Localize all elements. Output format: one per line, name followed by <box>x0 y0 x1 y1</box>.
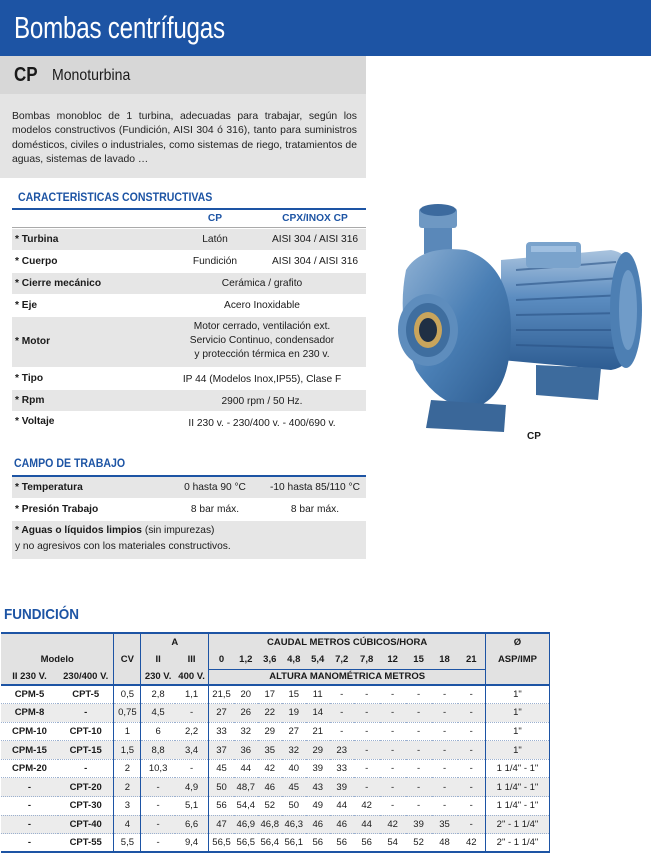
table-cell: 3,4 <box>175 741 209 760</box>
table-cell: - <box>380 722 406 741</box>
table-cell: 33 <box>330 759 354 778</box>
table-cell: - <box>406 685 432 704</box>
table-cell: 1 <box>114 722 141 741</box>
table-cell: - <box>141 834 175 853</box>
table-cell: 54,4 <box>234 797 258 816</box>
table-cell: - <box>432 778 458 797</box>
table-cell: CPM-15 <box>1 741 58 760</box>
table-cell: - <box>1 815 58 834</box>
table-cell: - <box>175 759 209 778</box>
spec-value: 2900 rpm / 50 Hz. <box>221 396 303 407</box>
col-cv-bottom <box>114 669 141 685</box>
model-name: Monoturbina <box>52 67 131 84</box>
spec-row-rpm <box>12 390 366 411</box>
spec-value: Cerámica / grafito <box>221 278 303 289</box>
table-cell: 0,75 <box>114 704 141 723</box>
table-cell: 22 <box>258 704 282 723</box>
table-cell: - <box>354 741 380 760</box>
table-cell: - <box>458 797 486 816</box>
table-cell: 1" <box>485 722 549 741</box>
spec-row-voltaje <box>12 412 366 433</box>
table-cell: 9,4 <box>175 834 209 853</box>
spec-label: * Rpm <box>15 395 45 406</box>
table-cell: 4 <box>114 815 141 834</box>
table-cell: 2 <box>114 759 141 778</box>
table-cell: 50 <box>282 797 306 816</box>
table-cell: 39 <box>406 815 432 834</box>
col-cv: CV <box>114 650 141 669</box>
col-flow: 7,2 <box>330 650 354 669</box>
campo-label: * Temperatura <box>15 482 83 493</box>
spec-label: * Tipo <box>15 373 44 384</box>
table-cell: 56 <box>306 834 330 853</box>
table-cell: 1,5 <box>114 741 141 760</box>
table-cell: - <box>1 797 58 816</box>
table-cell: - <box>406 778 432 797</box>
table-cell: 42 <box>258 759 282 778</box>
table-cell: 56 <box>354 834 380 853</box>
table-cell: 5,5 <box>114 834 141 853</box>
table-cell: 42 <box>354 797 380 816</box>
table-cell: 6 <box>141 722 175 741</box>
table-cell: 11 <box>306 685 330 704</box>
table-cell: - <box>330 685 354 704</box>
table-row <box>1 741 550 760</box>
spec-row-motor <box>12 317 366 367</box>
col-flow: 18 <box>432 650 458 669</box>
table-cell: CPM-8 <box>1 704 58 723</box>
table-cell: 48,7 <box>234 778 258 797</box>
table-cell: 8,8 <box>141 741 175 760</box>
table-cell: - <box>354 759 380 778</box>
table-cell: 56,5 <box>234 834 258 853</box>
table-cell: - <box>432 759 458 778</box>
table-cell: - <box>458 815 486 834</box>
table-cell: 0,5 <box>114 685 141 704</box>
table-cell: 21 <box>306 722 330 741</box>
table-cell: 1 1/4" - 1" <box>485 797 549 816</box>
table-row <box>1 722 550 741</box>
campo-aguas-bold: * Aguas o líquidos limpios <box>15 525 142 536</box>
col-flow: 21 <box>458 650 486 669</box>
table-cell: 32 <box>282 741 306 760</box>
col-diam: Ø <box>485 633 549 650</box>
spec-label: * Eje <box>15 300 38 311</box>
col-a-iii: III <box>175 650 209 669</box>
col-flow: 0 <box>209 650 234 669</box>
table-cell: 42 <box>458 834 486 853</box>
table-cell: - <box>354 778 380 797</box>
campo-aguas-line1 <box>15 525 214 536</box>
col-a: A <box>141 633 209 650</box>
table-cell: 39 <box>330 778 354 797</box>
table-cell: 29 <box>306 741 330 760</box>
table-cell: CPT-40 <box>58 815 114 834</box>
col-flow: 5,4 <box>306 650 330 669</box>
table-cell: 1,1 <box>175 685 209 704</box>
table-cell: - <box>458 778 486 797</box>
model-code: CP <box>14 64 38 86</box>
col-flow: 1,2 <box>234 650 258 669</box>
table-cell: - <box>58 759 114 778</box>
table-cell: - <box>1 834 58 853</box>
table-cell: - <box>380 759 406 778</box>
table-cell: 17 <box>258 685 282 704</box>
table-cell: - <box>1 778 58 797</box>
spec-row-cierre <box>12 273 366 294</box>
spec-label: * Motor <box>15 336 51 347</box>
table-cell: 2,8 <box>141 685 175 704</box>
section-title-campo: CAMPO DE TRABAJO <box>14 458 126 470</box>
table-row <box>1 797 550 816</box>
table-cell: 2" - 1 1/4" <box>485 834 549 853</box>
table-cell: - <box>458 685 486 704</box>
table-row <box>1 834 550 853</box>
table-cell: - <box>458 759 486 778</box>
fundicion-table <box>1 632 550 853</box>
table-cell: 52 <box>258 797 282 816</box>
table-cell: - <box>58 704 114 723</box>
col-flow: 12 <box>380 650 406 669</box>
table-cell: 49 <box>306 797 330 816</box>
table-cell: 35 <box>258 741 282 760</box>
col-a-ii: II <box>141 650 175 669</box>
table-cell: 2" - 1 1/4" <box>485 815 549 834</box>
campo-value-inox: -10 hasta 85/110 °C <box>270 482 360 493</box>
spec-value-line: y protección térmica en 230 v. <box>194 349 330 360</box>
header-banner <box>0 0 651 56</box>
table-cell: 56 <box>209 797 234 816</box>
campo-row-aguas <box>12 521 366 559</box>
table-cell: 33 <box>209 722 234 741</box>
table-cell: - <box>458 741 486 760</box>
table-cell: - <box>330 704 354 723</box>
table-cell: CPT-10 <box>58 722 114 741</box>
table-cell: CPM-20 <box>1 759 58 778</box>
col-asp: ASP/IMP <box>485 650 549 669</box>
pump-image <box>386 200 650 450</box>
table-cell: 52 <box>406 834 432 853</box>
campo-row-temperatura <box>12 477 366 498</box>
table-cell: - <box>406 722 432 741</box>
campo-aguas-line2: y no agresivos con los materiales constructivos. <box>15 541 231 552</box>
table-cell: 1" <box>485 685 549 704</box>
table-cell: 39 <box>306 759 330 778</box>
col-cv-top <box>114 633 141 650</box>
table-cell: 44 <box>354 815 380 834</box>
table-cell: 19 <box>282 704 306 723</box>
campo-row-presion <box>12 499 366 520</box>
table-cell: 6,6 <box>175 815 209 834</box>
table-cell: - <box>432 797 458 816</box>
table-cell: 42 <box>380 815 406 834</box>
col-flow: 3,6 <box>258 650 282 669</box>
table-cell: 35 <box>432 815 458 834</box>
table-cell: 36 <box>234 741 258 760</box>
intro-text: Bombas monobloc de 1 turbina, adecuadas para trabajar, según los modelos constructivos (Fundición, AISI 304 ó 316), tanto para suministros domésticos, civiles o industriales, como sistemas de riego, tratamientos de aguas, sistemas de lavado … <box>12 111 357 166</box>
spec-row-tipo <box>12 368 366 389</box>
table-cell: - <box>141 815 175 834</box>
table-cell: CPT-15 <box>58 741 114 760</box>
col-flow: 7,8 <box>354 650 380 669</box>
table-cell: 21,5 <box>209 685 234 704</box>
table-cell: 40 <box>282 759 306 778</box>
table-cell: 27 <box>209 704 234 723</box>
table-cell: - <box>380 778 406 797</box>
table-row <box>1 704 550 723</box>
table-cell: 46 <box>258 778 282 797</box>
table-cell: 56,4 <box>258 834 282 853</box>
section-title-fundicion: FUNDICIÓN <box>4 606 79 623</box>
table-cell: 4,5 <box>141 704 175 723</box>
table-cell: 5,1 <box>175 797 209 816</box>
campo-value-cp: 8 bar máx. <box>190 504 240 515</box>
table-cell: - <box>354 704 380 723</box>
table-cell: 26 <box>234 704 258 723</box>
table-cell: 14 <box>306 704 330 723</box>
col-modelo-230: II 230 V. <box>1 669 58 685</box>
spec-value-cp: Latón <box>202 234 228 245</box>
col-a-400: 400 V. <box>175 669 209 685</box>
table-cell: - <box>354 685 380 704</box>
campo-value-cp: 0 hasta 90 °C <box>184 482 246 493</box>
campo-aguas-rest: (sin impurezas) <box>141 525 215 536</box>
table-cell: 47 <box>209 815 234 834</box>
col-flow: 15 <box>406 650 432 669</box>
page-title: Bombas centrífugas <box>14 10 225 45</box>
table-cell: 23 <box>330 741 354 760</box>
table-cell: 1 1/4" - 1" <box>485 759 549 778</box>
table-cell: 29 <box>258 722 282 741</box>
table-cell: - <box>458 722 486 741</box>
table-cell: - <box>354 722 380 741</box>
table-cell: 50 <box>209 778 234 797</box>
campo-label: * Presión Trabajo <box>15 504 99 515</box>
table-cell: - <box>406 797 432 816</box>
table-cell: - <box>406 704 432 723</box>
table-cell: 4,9 <box>175 778 209 797</box>
table-cell: 56 <box>330 834 354 853</box>
table-cell: 48 <box>432 834 458 853</box>
spec-value: II 230 v. - 230/400 v. - 400/690 v. <box>188 418 336 429</box>
table-cell: 32 <box>234 722 258 741</box>
spec-value-line: Servicio Continuo, condensador <box>189 335 335 346</box>
table-cell: - <box>380 797 406 816</box>
table-cell: 46 <box>306 815 330 834</box>
spec-value: Acero Inoxidable <box>224 300 300 311</box>
table-cell: CPM-10 <box>1 722 58 741</box>
table-cell: 56,1 <box>282 834 306 853</box>
table-cell: 45 <box>209 759 234 778</box>
table-row <box>1 759 550 778</box>
table-row <box>1 815 550 834</box>
col-modelo-top <box>1 633 114 650</box>
table-cell: 1" <box>485 741 549 760</box>
table-row <box>1 778 550 797</box>
spec-value-inox: AISI 304 / AISI 316 <box>271 234 359 245</box>
spec-value-line: Motor cerrado, ventilación ext. <box>193 321 331 332</box>
table-cell: 2 <box>114 778 141 797</box>
table-cell: CPT-55 <box>58 834 114 853</box>
table-cell: 37 <box>209 741 234 760</box>
spec-value-cp: Fundición <box>192 256 238 267</box>
table-cell: - <box>175 704 209 723</box>
table-cell: 56,5 <box>209 834 234 853</box>
col-a-230: 230 V. <box>141 669 175 685</box>
table-cell: 10,3 <box>141 759 175 778</box>
spec-value-inox: AISI 304 / AISI 316 <box>271 256 359 267</box>
model-header <box>0 56 366 94</box>
spec-header-row <box>12 208 366 228</box>
table-cell: - <box>432 722 458 741</box>
table-cell: 46,9 <box>234 815 258 834</box>
spec-row-cuerpo <box>12 251 366 272</box>
col-altura: ALTURA MANOMÉTRICA METROS <box>209 669 486 685</box>
table-row <box>1 685 550 704</box>
table-cell: CPT-5 <box>58 685 114 704</box>
spec-col-inox: CPX/INOX CP <box>282 213 348 224</box>
col-caudal: CAUDAL METROS CÚBICOS/HORA <box>209 633 486 650</box>
table-cell: 44 <box>234 759 258 778</box>
table-cell: CPT-30 <box>58 797 114 816</box>
table-cell: 27 <box>282 722 306 741</box>
campo-value-inox: 8 bar máx. <box>290 504 340 515</box>
table-cell: 45 <box>282 778 306 797</box>
table-cell: - <box>380 704 406 723</box>
spec-row-eje <box>12 295 366 316</box>
spec-row-turbina <box>12 229 366 250</box>
table-cell: - <box>141 778 175 797</box>
table-cell: 2,2 <box>175 722 209 741</box>
table-cell: 46,3 <box>282 815 306 834</box>
table-cell: 46 <box>330 815 354 834</box>
table-cell: - <box>432 685 458 704</box>
table-cell: - <box>432 704 458 723</box>
table-cell: - <box>406 759 432 778</box>
table-cell: - <box>380 741 406 760</box>
table-cell: - <box>380 685 406 704</box>
table-cell: 1 1/4" - 1" <box>485 778 549 797</box>
image-caption: CP <box>527 431 541 442</box>
table-cell: - <box>141 797 175 816</box>
table-cell: 3 <box>114 797 141 816</box>
col-flow: 4,8 <box>282 650 306 669</box>
spec-label: * Turbina <box>15 234 59 245</box>
table-cell: 43 <box>306 778 330 797</box>
spec-label: * Cuerpo <box>15 256 58 267</box>
table-cell: 44 <box>330 797 354 816</box>
spec-value: IP 44 (Modelos Inox,IP55), Clase F <box>182 374 342 385</box>
table-cell: CPM-5 <box>1 685 58 704</box>
table-cell: - <box>330 722 354 741</box>
col-modelo-400: 230/400 V. <box>58 669 114 685</box>
table-cell: 46,8 <box>258 815 282 834</box>
table-cell: - <box>432 741 458 760</box>
col-modelo: Modelo <box>1 650 114 669</box>
table-cell: - <box>458 704 486 723</box>
section-title-caracteristicas: CARACTERÍSTICAS CONSTRUCTIVAS <box>18 192 213 204</box>
table-cell: - <box>406 741 432 760</box>
spec-label: * Voltaje <box>15 416 55 427</box>
table-cell: 20 <box>234 685 258 704</box>
spec-label: * Cierre mecánico <box>15 278 102 289</box>
table-cell: 1" <box>485 704 549 723</box>
table-cell: 15 <box>282 685 306 704</box>
spec-col-cp: CP <box>207 213 223 224</box>
table-cell: CPT-20 <box>58 778 114 797</box>
table-cell: 54 <box>380 834 406 853</box>
col-asp-bottom <box>485 669 549 685</box>
